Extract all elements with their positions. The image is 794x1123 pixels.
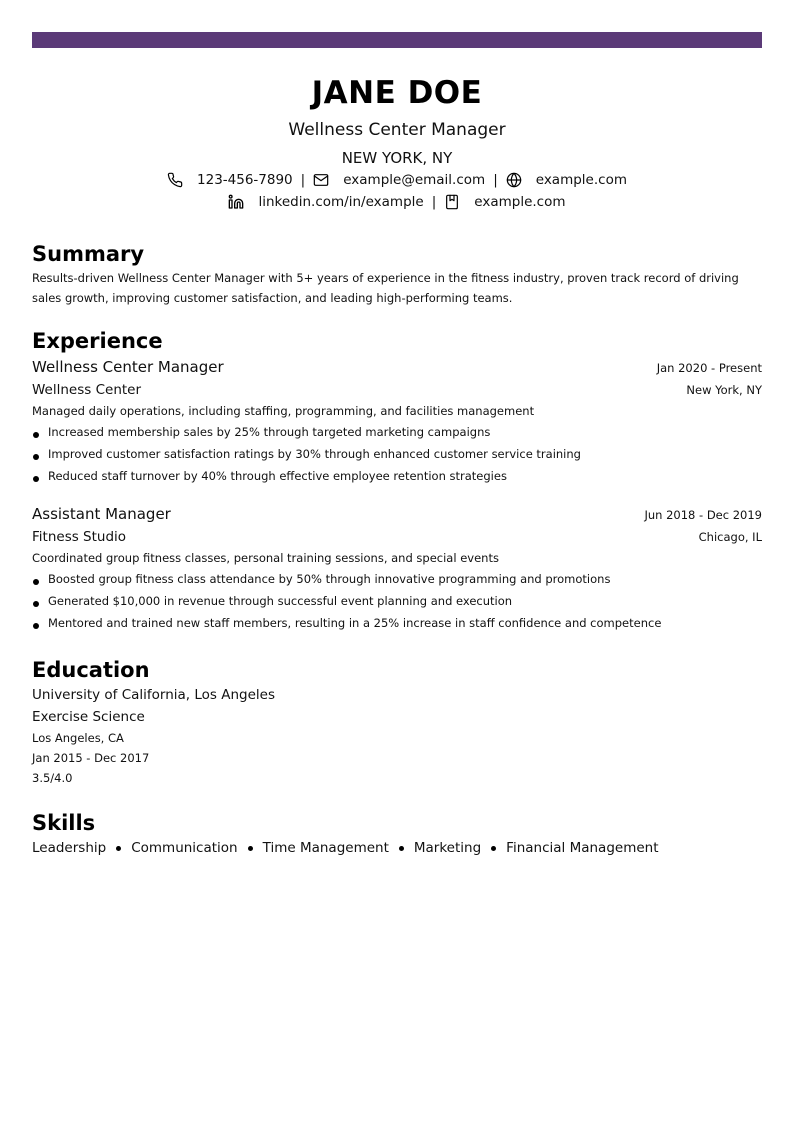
- job-description: Managed daily operations, including staffing, programming, and facilities management: [32, 404, 535, 418]
- job-header: [32, 502, 762, 526]
- job-header: [32, 355, 762, 379]
- job-bullet: Increased membership sales by 25% through targeted marketing campaigns: [32, 421, 762, 443]
- portfolio-icon: [444, 194, 460, 210]
- skill-item: Financial Management: [506, 840, 659, 856]
- contact-row-primary: [32, 170, 762, 190]
- bullet-separator: [399, 846, 404, 851]
- email-link[interactable]: example@email.com: [343, 172, 486, 188]
- skills-section: [32, 809, 762, 859]
- summary-section: [32, 240, 762, 308]
- candidate-name: JANE DOE: [311, 75, 483, 111]
- separator: |: [431, 194, 437, 210]
- job-role: Wellness Center Manager: [32, 358, 224, 376]
- experience-section: [32, 327, 762, 634]
- education-location: Los Angeles, CA: [32, 731, 124, 745]
- email-icon: [313, 172, 329, 188]
- job-entry: [32, 502, 762, 634]
- bullet-separator: [248, 846, 253, 851]
- section-title-summary: Summary: [32, 242, 145, 266]
- skill-item: Marketing: [413, 840, 482, 856]
- job-bullet: Generated $10,000 in revenue through successful event planning and execution: [32, 590, 762, 612]
- linkedin-icon: [228, 194, 244, 210]
- separator: |: [300, 172, 306, 188]
- job-bullet: Mentored and trained new staff members, resulting in a 25% increase in staff confidence and competence: [32, 612, 762, 634]
- website-link[interactable]: example.com: [535, 172, 627, 188]
- job-company: Fitness Studio: [32, 529, 127, 545]
- candidate-title: Wellness Center Manager: [288, 120, 506, 140]
- globe-icon: [506, 172, 522, 188]
- resume-header: [32, 72, 762, 212]
- job-dates: Jan 2020 - Present: [656, 361, 762, 375]
- job-company-row: [32, 526, 762, 548]
- section-title-skills: Skills: [32, 811, 96, 835]
- job-company: Wellness Center: [32, 382, 142, 398]
- accent-bar: [32, 32, 762, 48]
- bullet-separator: [116, 846, 121, 851]
- education-school: University of California, Los Angeles: [32, 687, 276, 703]
- job-bullet: Improved customer satisfaction ratings by 30% through enhanced customer service training: [32, 443, 762, 465]
- job-company-row: [32, 379, 762, 401]
- linkedin-link[interactable]: linkedin.com/in/example: [258, 194, 424, 210]
- job-dates: Jun 2018 - Dec 2019: [644, 508, 762, 522]
- job-bullets: [32, 421, 762, 487]
- job-bullet: Reduced staff turnover by 40% through effective employee retention strategies: [32, 465, 762, 487]
- skill-item: Communication: [131, 840, 238, 856]
- phone-text[interactable]: 123-456-7890: [197, 172, 293, 188]
- job-role: Assistant Manager: [32, 505, 171, 523]
- job-location: Chicago, IL: [698, 530, 762, 544]
- contact-row-secondary: [32, 192, 762, 212]
- job-entry: [32, 355, 762, 487]
- section-title-education: Education: [32, 658, 150, 682]
- education-dates: Jan 2015 - Dec 2017: [32, 751, 150, 765]
- separator: |: [493, 172, 498, 188]
- job-location: New York, NY: [686, 383, 762, 397]
- section-title-experience: Experience: [32, 329, 163, 353]
- skill-item: Leadership: [32, 840, 107, 856]
- education-degree: Exercise Science: [32, 709, 145, 725]
- summary-text: Results-driven Wellness Center Manager with 5+ years of experience in the fitness industry, proven track record of driving sales growth, improving customer satisfaction, and leading high-performing teams.: [32, 271, 739, 305]
- skills-list: [32, 837, 762, 859]
- candidate-location: NEW YORK, NY: [341, 149, 453, 167]
- job-bullet: Boosted group fitness class attendance by 50% through innovative programming and promotions: [32, 568, 762, 590]
- skill-item: Time Management: [262, 840, 389, 856]
- bullet-separator: [491, 846, 496, 851]
- phone-icon: [167, 172, 183, 188]
- education-gpa: 3.5/4.0: [32, 771, 73, 785]
- portfolio-link[interactable]: example.com: [474, 194, 566, 210]
- job-description: Coordinated group fitness classes, personal training sessions, and special events: [32, 551, 499, 565]
- job-bullets: [32, 568, 762, 634]
- education-section: [32, 656, 762, 788]
